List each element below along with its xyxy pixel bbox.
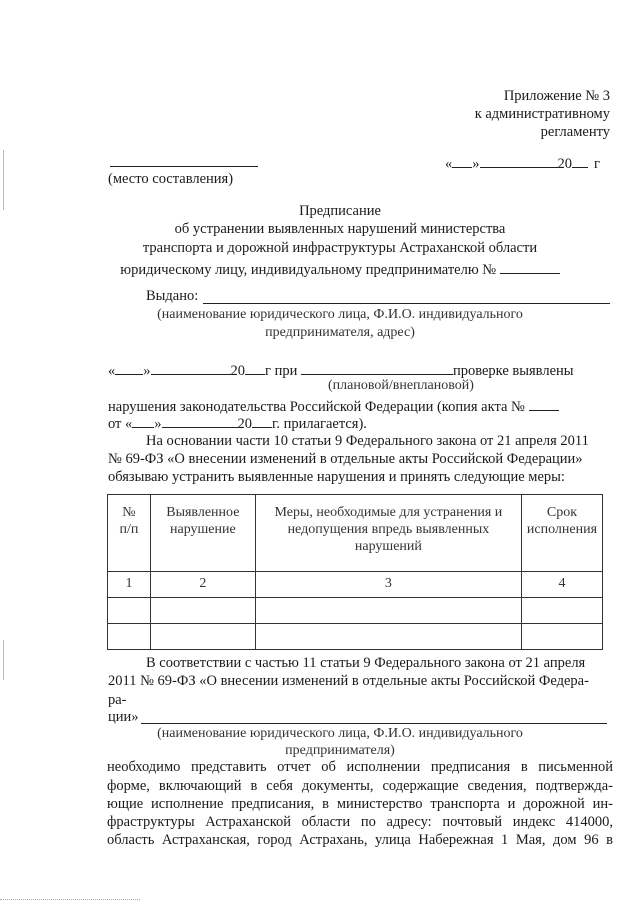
act-day-blank <box>132 413 154 428</box>
table-cell <box>108 597 151 623</box>
number-blank <box>500 259 560 274</box>
table-cell: 1 <box>108 572 151 598</box>
place-caption: (место составления) <box>108 171 234 187</box>
inspection-act-date-line: от « » 20 г. прилагается). <box>108 413 367 433</box>
act-number-blank <box>529 396 559 411</box>
title-line-3: транспорта и дорожной инфраструктуры Астраханской области <box>142 240 538 256</box>
report-body-line: форме, включающий в себя документы, содержащие сведения, подтвержда- <box>107 778 613 794</box>
table-cell <box>150 623 255 649</box>
measures-table <box>107 494 603 650</box>
table-cell: 3 <box>255 572 521 598</box>
report-body-line: область Астраханская, город Астрахань, улица Набережная 1 Мая, дом 96 в <box>107 832 613 848</box>
table-cell: 4 <box>522 572 603 598</box>
appendix-line-2: к административному <box>474 106 610 122</box>
report-entity-blank-line <box>141 723 607 724</box>
issued-caption-1: (наименование юридического лица, Ф.И.О. индивидуального <box>157 307 523 322</box>
table-cell <box>150 597 255 623</box>
act-year-blank <box>252 413 272 428</box>
report-body-line: ющие исполнение предписания, в министерство транспорта и дорожной ин- <box>107 796 613 812</box>
place-blank-line <box>110 166 258 167</box>
title-line-4: юридическому лицу, индивидуальному предпринимателю № <box>60 259 620 279</box>
appendix-line-1: Приложение № 3 <box>503 88 610 104</box>
header-cell-measures: Меры, необходимые для устранения и недопущения впредь выявленных нарушений <box>255 495 521 572</box>
inspection-day-blank <box>115 360 143 375</box>
act-month-blank <box>162 413 238 428</box>
inspection-act-line: нарушения законодательства Российской Федерации (копия акта № <box>108 396 559 416</box>
inspection-month-blank <box>151 360 231 375</box>
table-cell <box>522 623 603 649</box>
date-line: « » 20 г <box>445 153 600 173</box>
inspection-line: « » 20 г при проверке выявлены <box>108 360 574 380</box>
issued-blank-line <box>203 303 610 304</box>
header-cell-deadline: Срок исполнения <box>522 495 603 572</box>
inspection-type-blank <box>301 360 453 375</box>
report-caption-2: предпринимателя) <box>285 743 395 758</box>
title-line-2: об устранении выявленных нарушений министерства <box>174 221 506 237</box>
table-row <box>108 623 603 649</box>
report-body-line: фраструктуры Астраханской области по адресу: почтовый индекс 414000, <box>107 814 613 830</box>
basis-line-1: На основании части 10 статьи 9 Федерального закона от 21 апреля 2011 <box>146 433 589 449</box>
table-row <box>108 597 603 623</box>
year-blank <box>572 153 588 168</box>
inspection-year-blank <box>245 360 265 375</box>
table-header-row <box>108 495 603 572</box>
scan-bottom-edge <box>0 899 140 900</box>
table-cell: 2 <box>150 572 255 598</box>
table-cell <box>108 623 151 649</box>
basis-line-2: № 69-ФЗ «О внесении изменений в отдельные акты Российской Федерации» <box>108 451 583 467</box>
table-row <box>108 572 603 598</box>
header-cell-violation: Выявленное нарушение <box>150 495 255 572</box>
scan-margin-mark <box>3 150 4 210</box>
title-line-1: Предписание <box>299 203 381 219</box>
appendix-line-3: регламенту <box>540 124 610 140</box>
table-cell <box>255 597 521 623</box>
report-line-2: 2011 № 69-ФЗ «О внесении изменений в отдельные акты Российской Федера- <box>108 673 589 689</box>
header-cell-number: № п/п <box>108 495 151 572</box>
report-line-3: ра- <box>108 692 127 708</box>
basis-line-3: обязываю устранить выявленные нарушения и принять следующие меры: <box>108 469 565 485</box>
report-line-1: В соответствии с частью 11 статьи 9 Федерального закона от 21 апреля <box>146 655 586 671</box>
issued-caption-2: предпринимателя, адрес) <box>265 325 415 340</box>
inspection-type-caption: (плановой/внеплановой) <box>328 378 474 393</box>
month-blank <box>480 153 558 168</box>
report-caption-1: (наименование юридического лица, Ф.И.О. индивидуального <box>157 726 523 741</box>
report-body-line: необходимо представить отчет об исполнении предписания в письменной <box>107 759 613 775</box>
scan-margin-mark <box>3 640 4 680</box>
table-cell <box>522 597 603 623</box>
table-cell <box>255 623 521 649</box>
report-line-4: ции» <box>108 709 139 725</box>
issued-label: Выдано: <box>146 288 199 304</box>
day-blank <box>452 153 472 168</box>
